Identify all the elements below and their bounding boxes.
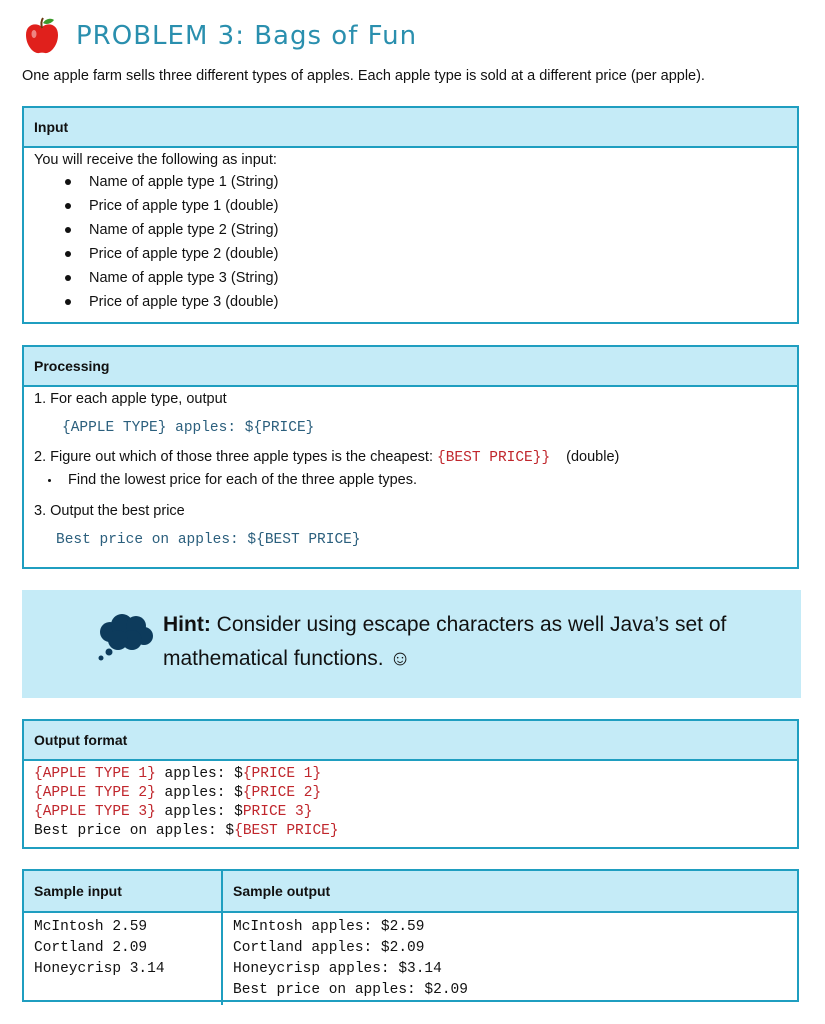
input-heading: Input <box>24 108 797 148</box>
list-item: Name of apple type 2 (String) <box>89 218 787 242</box>
processing-heading: Processing <box>24 347 797 387</box>
output-token: apples: $ <box>155 766 243 782</box>
output-format-line <box>34 822 787 841</box>
output-token: {APPLE TYPE 3} <box>34 804 156 820</box>
output-token: {BEST PRICE} <box>234 823 339 839</box>
output-format-line <box>34 765 787 784</box>
sample-output-line: Honeycrisp apples: $3.14 <box>233 961 442 977</box>
output-token: {PRICE 1} <box>242 766 322 782</box>
sample-output-line: Cortland apples: $2.09 <box>233 940 425 956</box>
output-token: {PRICE 2} <box>242 785 322 801</box>
step-2-type: (double) <box>566 449 620 465</box>
sample-input-cell <box>24 912 222 1005</box>
step-1: 1. For each apple type, output <box>34 391 227 407</box>
step-2 <box>34 446 787 468</box>
output-format-line <box>34 784 787 803</box>
list-item: Price of apple type 2 (double) <box>89 242 787 266</box>
sample-input-line: Cortland 2.09 <box>34 940 148 956</box>
sample-output-line: McIntosh apples: $2.59 <box>233 919 425 935</box>
step-3: 3. Output the best price <box>34 503 185 519</box>
step-3-code: Best price on apples: ${BEST PRICE} <box>56 532 361 548</box>
output-token: {APPLE TYPE 1} <box>34 766 156 782</box>
input-section <box>22 106 799 324</box>
sample-input-line: Honeycrisp 3.14 <box>34 961 165 977</box>
output-format-heading: Output format <box>24 721 797 761</box>
output-token: Best price on apples: $ <box>34 823 235 839</box>
list-item: Name of apple type 1 (String) <box>89 170 787 194</box>
output-token: apples: $ <box>155 785 243 801</box>
step-1-code: {APPLE TYPE} apples: ${PRICE} <box>62 420 315 436</box>
hint-section <box>22 590 801 698</box>
sample-input-heading: Sample input <box>24 871 222 912</box>
step-2-code: {BEST PRICE}} <box>437 450 551 466</box>
sample-table <box>24 871 797 1005</box>
output-token: apples: $ <box>155 804 243 820</box>
step-2-text: 2. Figure out which of those three apple types is the cheapest: <box>34 449 438 465</box>
output-token: PRICE 3} <box>242 804 313 820</box>
page-title: PROBLEM 3: Bags of Fun <box>76 21 418 51</box>
thought-cloud-icon <box>96 612 156 662</box>
sample-section <box>22 869 799 1002</box>
hint-body: Consider using escape characters as well Java’s set of mathematical functions. ☺ <box>163 613 727 670</box>
hint-text <box>163 608 763 676</box>
intro-text: One apple farm sells three different types of apples. Each apple type is sold at a different price (per apple). <box>22 68 705 84</box>
list-item: Price of apple type 1 (double) <box>89 194 787 218</box>
apple-icon <box>22 16 62 56</box>
title-row <box>22 14 417 58</box>
list-item: Price of apple type 3 (double) <box>89 290 787 314</box>
output-format-section <box>22 719 799 849</box>
output-token: {APPLE TYPE 2} <box>34 785 156 801</box>
sample-output-line: Best price on apples: $2.09 <box>233 982 468 998</box>
sample-output-cell <box>222 912 797 1005</box>
input-list <box>34 170 787 314</box>
processing-section <box>22 345 799 569</box>
output-format-line <box>34 803 787 822</box>
list-item: Name of apple type 3 (String) <box>89 266 787 290</box>
sample-output-heading: Sample output <box>222 871 797 912</box>
hint-label: Hint: <box>163 613 211 636</box>
input-lead: You will receive the following as input: <box>34 152 277 168</box>
sample-input-line: McIntosh 2.59 <box>34 919 148 935</box>
step-2-sub: Find the lowest price for each of the three apple types. <box>34 468 787 492</box>
